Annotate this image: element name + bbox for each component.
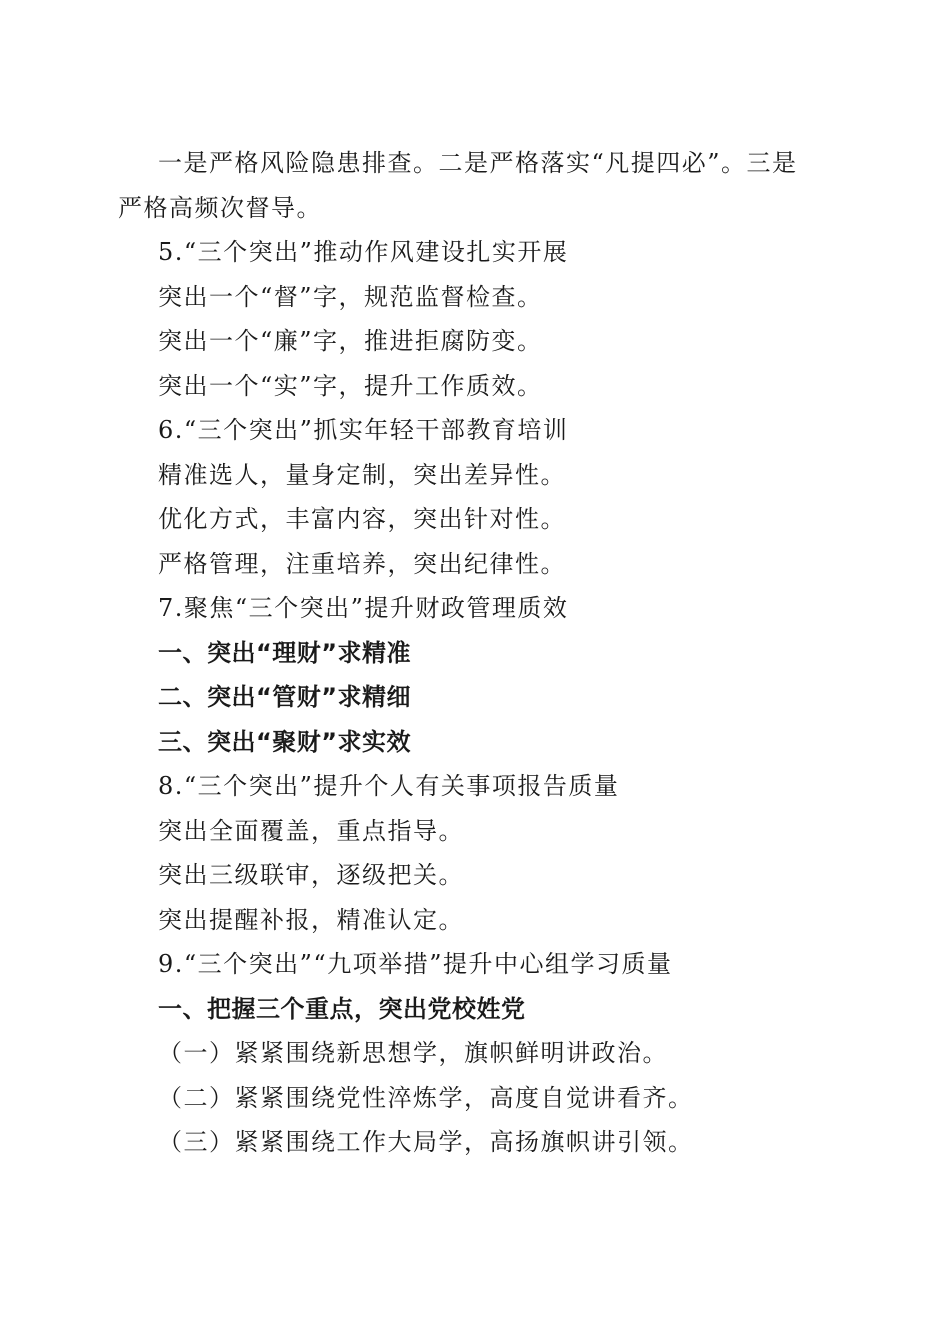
section-heading-8: 8.“三个突出”提升个人有关事项报告质量	[158, 772, 620, 800]
list-item: 精准选人，量身定制，突出差异性。	[158, 461, 566, 489]
bold-subheading: 一、突出“理财”求精准	[158, 639, 412, 667]
list-item: 突出全面覆盖，重点指导。	[158, 817, 464, 845]
list-item: （二）紧紧围绕党性淬炼学，高度自觉讲看齐。	[158, 1084, 694, 1112]
list-item: 突出一个“廉”字，推进拒腐防变。	[158, 327, 543, 355]
section-heading-5: 5.“三个突出”推动作风建设扎实开展	[158, 238, 569, 266]
paragraph-line: 一是严格风险隐患排查。二是严格落实“凡提四必”。三是	[158, 149, 798, 177]
bold-subheading: 二、突出“管财”求精细	[158, 683, 412, 711]
paragraph-line: 严格高频次督导。	[118, 194, 322, 222]
section-heading-7: 7.聚焦“三个突出”提升财政管理质效	[158, 594, 569, 622]
list-item: 突出一个“实”字，提升工作质效。	[158, 372, 543, 400]
list-item: 突出一个“督”字，规范监督检查。	[158, 283, 543, 311]
list-item: （三）紧紧围绕工作大局学，高扬旗帜讲引领。	[158, 1128, 694, 1156]
section-heading-9: 9.“三个突出”“九项举措”提升中心组学习质量	[158, 950, 673, 978]
section-heading-6: 6.“三个突出”抓实年轻干部教育培训	[158, 416, 569, 444]
list-item: 突出提醒补报，精准认定。	[158, 906, 464, 934]
list-item: （一）紧紧围绕新思想学，旗帜鲜明讲政治。	[158, 1039, 668, 1067]
bold-subheading: 三、突出“聚财”求实效	[158, 728, 412, 756]
list-item: 突出三级联审，逐级把关。	[158, 861, 464, 889]
list-item: 严格管理，注重培养，突出纪律性。	[158, 550, 566, 578]
bold-subheading: 一、把握三个重点，突出党校姓党	[158, 995, 526, 1023]
list-item: 优化方式，丰富内容，突出针对性。	[158, 505, 566, 533]
